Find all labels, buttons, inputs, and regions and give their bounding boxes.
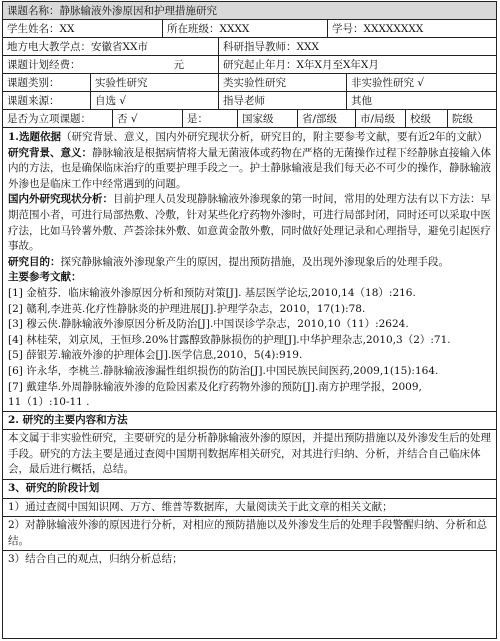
approved-no[interactable]: 否 √ [113,110,183,127]
section-plan [3,479,496,569]
title-value: 静脉输液外渗原因和护理措施研究 [59,5,217,17]
source-row [3,92,496,110]
category-label: 课题类别： [3,74,91,91]
title-label: 课题名称： [7,5,60,17]
proposal-form [2,1,497,639]
reference-item: [6] 许永华，李桃兰.静脉输液渗漏性组织损伤的防治[J].中国民族民间医药,2009,1(15):164. [8,364,439,377]
class-cell [163,20,328,37]
student-label: 学生姓名： [7,23,60,35]
background-paragraph [8,146,492,193]
approved-row [3,110,496,128]
funding-cell [3,56,219,73]
source-self-selected[interactable]: 自选 √ [91,92,219,109]
funding-row [3,56,496,74]
approved-label: 是否为立项课题： [3,110,113,127]
background-title: 研究背景、意义： [8,146,92,159]
teaching-point-cell [3,38,219,55]
title-cell [3,2,496,19]
section-content [3,411,496,479]
advisor-cell [219,38,496,55]
id-label: 学号： [332,23,364,35]
student-row [3,20,496,38]
approved-yes[interactable]: 是： [183,110,238,127]
reference-item: [1] 金植芬．临床输液外渗原因分析和预防对策[J]. 基层医学论坛,2010,14（18）:216. [8,286,416,299]
reference-item: [2] 赣利,李进英.化疗性静脉炎的护理进展[J].护理学杂志，2010，17(1):78. [8,302,366,315]
id-value: XXXXXXXX [363,23,424,35]
class-value: XXXX [219,23,250,35]
source-label: 课题来源： [3,92,91,109]
basis-heading-line [8,130,492,146]
source-other[interactable]: 其他 [351,95,372,107]
advisor-label: 科研指导教师： [223,41,297,53]
purpose-paragraph [8,255,492,271]
reference-list [8,286,492,411]
content-text: 本文属于非实验性研究，主要研究的是分析静脉输液外渗的原因，并提出预防措施以及外渗发生后的处理手段。研究的方法主要是通过查阅中国期刊数据库相关研究，对其进行归纳、分析，并结合自己临床体会，最后进行概括，总结。 [8,432,491,476]
purpose-title: 研究目的： [8,255,61,268]
category-non-experimental[interactable]: 非实验性研究 √ [351,77,425,89]
period-cell [219,56,496,73]
purpose-text: 探究静脉输液外渗现象产生的原因，提出预防措施，及出现外渗现象后的处理手段。 [60,255,449,268]
title-row [3,2,496,20]
teaching-point-value: 安徽省XX市 [91,41,148,53]
content-heading: 2. 研究的主要内容和方法 [3,412,496,431]
period-value: X年X月至X年X月 [296,59,379,71]
level-national[interactable]: 国家级 [238,110,298,127]
class-label: 所在班级： [167,23,220,35]
id-cell [328,20,496,37]
funding-label: 课题计划经费： [7,59,81,71]
reference-item-continued: 11（1）:10-11 . [8,396,90,409]
background-text: 静脉输液是根据病情将大量无菌液体或药物在严格的无菌操作过程下经静脉直接输入体内的方法，也是确保临床治疗的重要护理手段之一。护士静脉输液是我们每天必不可少的操作，静脉输液外渗也是临床工作中经常遇到的问题。 [8,146,491,190]
student-value: XX [59,23,75,35]
status-text: 目前护理人员发现静脉输液外渗现象的第一时间，常用的处理方法有以下方法：早期范围小者，可进行局部热敷、冷敷，针对某些化疗药物外渗时，可进行局部封闭，同时还可以采取中医疗法，比如马铃薯外敷、芦荟涂抹外敷、如意黄金散外敷，同时做好处理记录和心理指导，避免引起医疗事故。 [8,193,491,253]
section-basis [3,128,496,411]
category-quasi-experimental[interactable]: 类实验性研究 [219,74,347,91]
advisor-value: XXX [296,41,319,53]
level-department[interactable]: 院级 [452,113,473,125]
teaching-point-row [3,38,496,56]
status-title: 国内外研究现状分析： [8,193,113,206]
reference-item: [5] 薛银芳.输液外渗的护理体会[J].医学信息,2010，5(4):919. [8,349,303,362]
level-province[interactable]: 省/部级 [298,110,356,127]
category-experimental[interactable]: 实验性研究 [91,74,219,91]
teaching-point-label: 地方电大教学点： [7,41,91,53]
plan-heading: 3、研究的阶段计划 [3,480,496,499]
reference-item: [4] 林桂荣，刘京凤，王恒珍.20%甘露醇致静脉损伤的护理[J].中华护理杂志,2010,3（2）:71. [8,333,451,346]
basis-heading: 1.选题依据 [8,131,61,143]
reference-item: [7] 戴建华.外周静脉输液外渗的危险因素及化疗药物外渗的预防[J].南方护理学报，2009, [8,380,422,393]
category-row [3,74,496,92]
period-label: 研究起止年月： [223,59,297,71]
basis-heading-note: （研究背景、意义，国内外研究现状分析，研究目的，附主要参考文献，要有近2年的文献） [60,131,488,143]
student-cell [3,20,163,37]
status-paragraph [8,192,492,254]
plan-item: 1）通过查阅中国知识网、万方、维普等数据库，大量阅读关于此文章的相关文献； [3,499,496,518]
level-city[interactable]: 市/局级 [356,110,406,127]
level-school[interactable]: 校级 [406,110,448,127]
source-advisor[interactable]: 指导老师 [219,92,347,109]
plan-item: 2）对静脉输液外渗的原因进行分析，对相应的预防措施以及外渗发生后的处理手段警醒归纳、分析和总结。 [3,517,496,551]
funding-unit: 元 [173,59,184,71]
refs-title: 主要参考文献： [8,271,82,284]
plan-item: 3）结合自己的观点，归纳分析总结； [8,553,183,566]
reference-item: [3] 穆云侠.静脉输液外渗原因分析及防治[J].中国误诊学杂志，2010,10（11）:2624. [8,318,409,331]
